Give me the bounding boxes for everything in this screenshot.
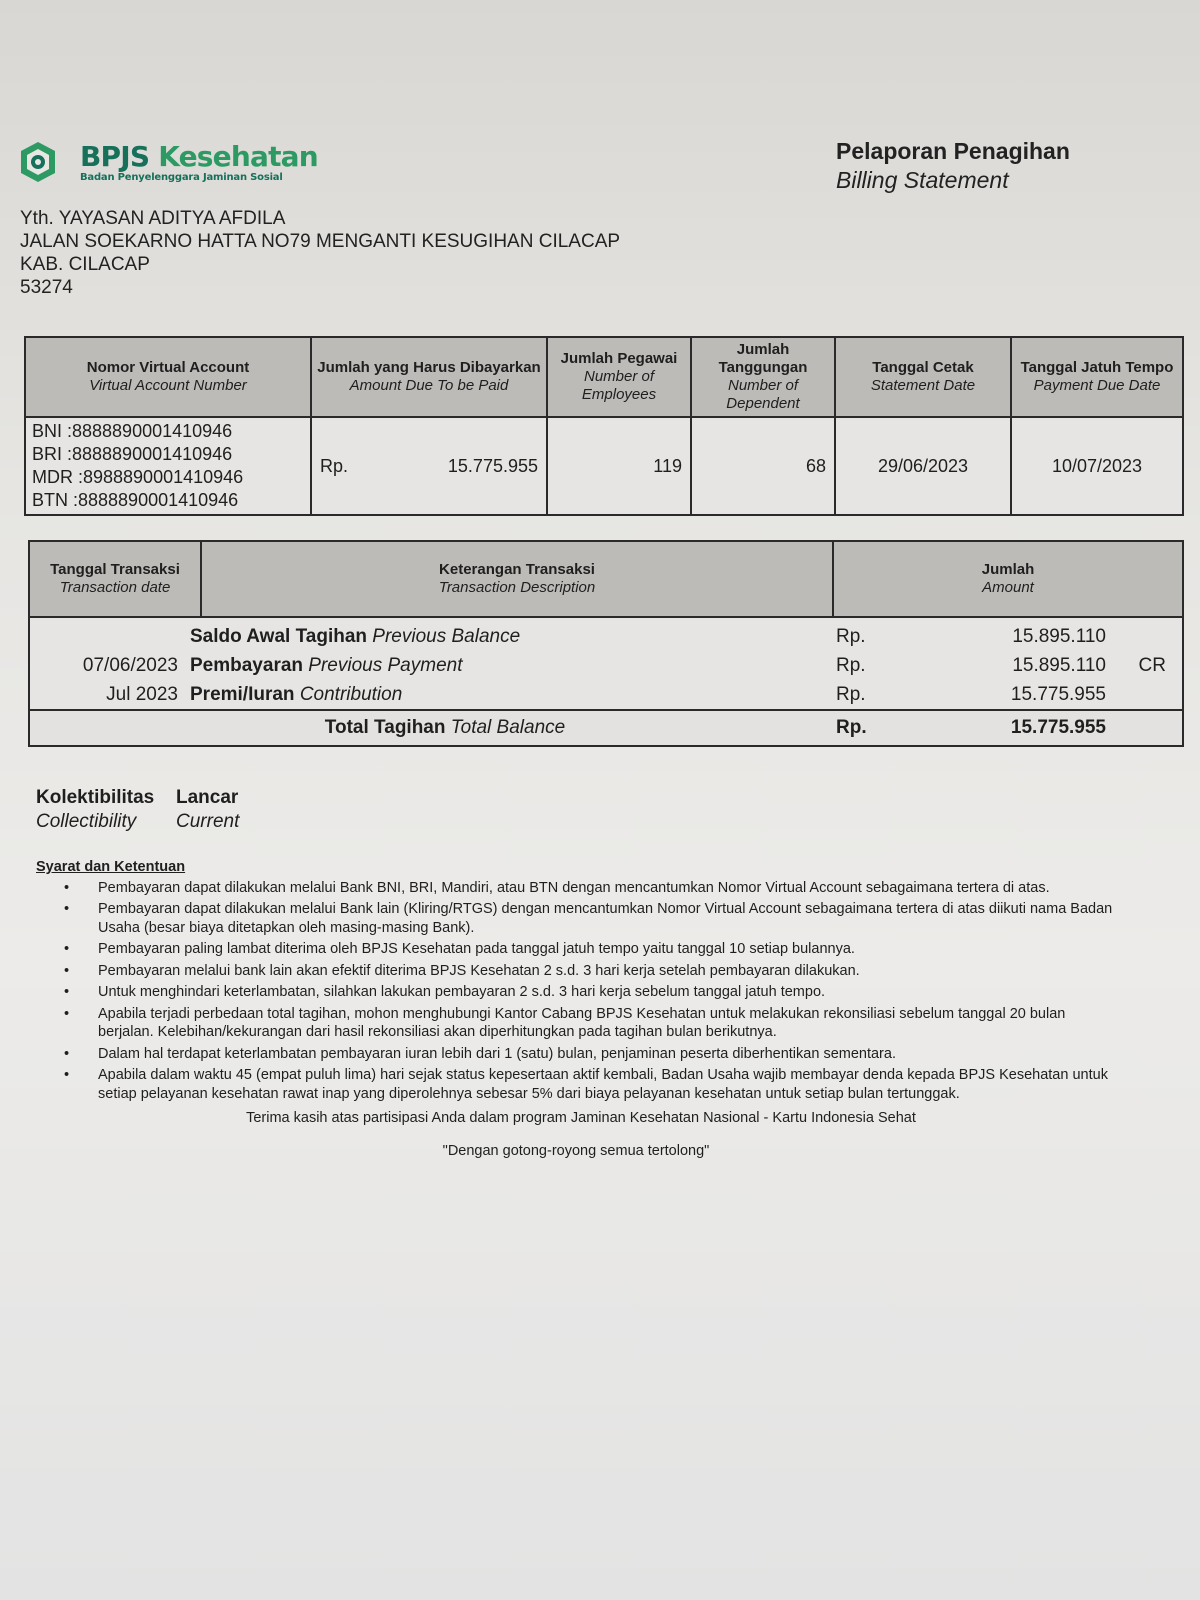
va-bri: BRI :8888890001410946 — [32, 444, 233, 464]
amount-currency: Rp. — [320, 455, 349, 476]
tx-desc-en: Previous Payment — [308, 654, 463, 676]
brand-name-2: Kesehatan — [158, 139, 318, 173]
due-date-header — [1011, 337, 1183, 417]
list-item: • Untuk menghindari keterlambatan, silahkan lakukan pembayaran 2 s.d. 3 hari kerja sebelum tanggal jatuh tempo. — [36, 983, 1116, 1002]
employees-header-id: Jumlah Pegawai — [560, 350, 678, 367]
tx-date-header — [30, 542, 202, 616]
transaction-table — [28, 540, 1184, 747]
collectibility-label-en: Collectibility — [36, 811, 137, 832]
collectibility-label-id: Kolektibilitas — [36, 787, 155, 808]
title-en: Billing Statement — [836, 167, 1009, 193]
terms-title: Syarat dan Ketentuan — [36, 859, 186, 875]
tx-desc-header — [202, 542, 834, 616]
tx-amount-header-id: Jumlah — [981, 561, 1035, 578]
address-line-4: 53274 — [20, 277, 73, 298]
tx-currency: Rp. — [836, 654, 866, 676]
table-row — [30, 622, 1182, 651]
document-title — [836, 138, 1070, 194]
statement-date-header — [835, 337, 1011, 417]
tx-date: Jul 2023 — [106, 683, 178, 705]
tx-description — [190, 626, 820, 648]
tx-value: 15.895.110 — [1012, 625, 1106, 647]
total-label-en: Total Balance — [450, 717, 566, 738]
address-line-2: JALAN SOEKARNO HATTA NO79 MENGANTI KESUGIHAN CILACAP — [20, 231, 621, 252]
tx-value: 15.895.110 — [1012, 654, 1106, 676]
bpjs-logo — [16, 140, 318, 184]
dependents-header — [691, 337, 835, 417]
due-date-value: 10/07/2023 — [1011, 417, 1183, 515]
collectibility-value-en: Current — [176, 811, 240, 832]
table-row — [30, 651, 1182, 680]
list-item: • Pembayaran melalui bank lain akan efektif diterima BPJS Kesehatan 2 s.d. 3 hari kerja setelah pembayaran dilakukan. — [36, 962, 1116, 981]
va-header — [25, 337, 311, 417]
amount-header — [311, 337, 547, 417]
employees-value: 119 — [547, 417, 691, 515]
tx-date: 07/06/2023 — [82, 654, 178, 676]
list-item: • Pembayaran dapat dilakukan melalui Bank lain (Kliring/RTGS) dengan mencantumkan Nomor Virtual Account sebagaimana tertera di atas diikuti nama Badan Usaha (besar biaya ditetapkan oleh masing-masing Bank). — [36, 900, 1116, 937]
motto: "Dengan gotong-royong semua tertolong" — [442, 1142, 710, 1159]
statement-header-en: Statement Date — [870, 377, 976, 394]
va-btn: BTN :8888890001410946 — [32, 490, 239, 510]
list-item: • Pembayaran paling lambat diterima oleh BPJS Kesehatan pada tanggal jatuh tempo yaitu tanggal 10 setiap bulannya. — [36, 940, 1116, 959]
va-header-id: Nomor Virtual Account — [86, 359, 250, 376]
summary-table — [24, 336, 1184, 516]
terms-and-conditions — [36, 858, 1116, 1160]
collectibility — [36, 786, 239, 834]
amount-due-value: 15.775.955 — [447, 455, 538, 476]
title-id: Pelaporan Penagihan — [836, 138, 1070, 164]
employees-header — [547, 337, 691, 417]
va-bni: BNI :8888890001410946 — [32, 421, 233, 441]
collectibility-en-row — [36, 810, 239, 834]
list-item: • Apabila dalam waktu 45 (empat puluh lima) hari sejak status kepesertaan aktif kembali, Badan Usaha wajib membayar denda kepada BPJS Kesehatan untuk setiap pelayanan kesehatan rawat inap yang diperolehnya sebesar 5% dari biaya pelayanan kesehatan untuk setiap bulan tertunggak. — [36, 1066, 1116, 1103]
tx-currency: Rp. — [836, 683, 866, 705]
address-line-1: Yth. YAYASAN ADITYA AFDILA — [20, 208, 286, 229]
tx-value: 15.775.955 — [1010, 683, 1106, 705]
collectibility-value-id: Lancar — [176, 787, 239, 808]
tx-currency: Rp. — [836, 625, 866, 647]
total-label — [30, 717, 820, 739]
va-header-en: Virtual Account Number — [89, 377, 247, 394]
recipient-address — [20, 207, 620, 299]
tx-description — [190, 655, 820, 677]
tx-desc-en: Previous Balance — [372, 625, 521, 647]
brand-name — [80, 139, 318, 173]
total-label-id: Total Tagihan — [324, 717, 446, 738]
list-item: • Pembayaran dapat dilakukan melalui Bank BNI, BRI, Mandiri, atau BTN dengan mencantumkan Nomor Virtual Account sebagaimana tertera di atas. — [36, 879, 1116, 898]
dependents-header-id: Jumlah Tanggungan — [718, 341, 808, 376]
bpjs-emblem-icon — [16, 140, 60, 184]
tx-flag: CR — [1138, 654, 1166, 676]
tx-date-header-en: Transaction date — [59, 579, 171, 596]
employees-header-en: Number of Employees — [581, 368, 657, 403]
address-line-3: KAB. CILACAP — [20, 254, 150, 275]
dependents-header-en: Number of Dependent — [726, 377, 800, 412]
transaction-header-row — [28, 540, 1184, 618]
brand-tagline: Badan Penyelenggara Jaminan Sosial — [80, 171, 283, 183]
amount-header-en: Amount Due To be Paid — [349, 377, 509, 394]
brand-name-1: BPJS — [80, 139, 150, 173]
virtual-account-list — [25, 417, 311, 515]
terms-list — [36, 879, 1116, 1104]
due-header-en: Payment Due Date — [1033, 377, 1161, 394]
tx-desc-id: Premi/Iuran — [190, 683, 295, 705]
summary-value-row — [25, 417, 1183, 515]
total-currency: Rp. — [836, 717, 867, 738]
collectibility-id-row — [36, 786, 239, 810]
list-item: • Apabila terjadi perbedaan total tagihan, mohon menghubungi Kantor Cabang BPJS Kesehatan untuk melakukan rekonsiliasi sebelum tanggal 20 bulan berjalan. Kelebihan/kekurangan dari hasil rekonsiliasi akan diperhitungkan pada tagihan bulan berikutnya. — [36, 1005, 1116, 1042]
statement-date-value: 29/06/2023 — [835, 417, 1011, 515]
tx-desc-id: Pembayaran — [190, 654, 304, 676]
thank-you-note: Terima kasih atas partisipasi Anda dalam program Jaminan Kesehatan Nasional - Kartu Indonesia Sehat — [246, 1110, 916, 1126]
total-value: 15.775.955 — [1010, 717, 1106, 738]
table-row — [30, 680, 1182, 709]
total-balance-row — [28, 709, 1184, 747]
tx-date-header-id: Tanggal Transaksi — [50, 561, 180, 578]
tx-description — [190, 684, 820, 706]
summary-header-row — [25, 337, 1183, 417]
amount-due-cell — [311, 417, 547, 515]
amount-header-id: Jumlah yang Harus Dibayarkan — [317, 359, 541, 376]
va-mdr: MDR :8988890001410946 — [32, 467, 244, 487]
statement-header-id: Tanggal Cetak — [872, 359, 974, 376]
logo-text — [80, 139, 318, 183]
list-item: • Dalam hal terdapat keterlambatan pembayaran iuran lebih dari 1 (satu) bulan, penjaminan peserta diberhentikan sementara. — [36, 1045, 1116, 1064]
transaction-body — [28, 618, 1184, 709]
dependents-value: 68 — [691, 417, 835, 515]
due-header-id: Tanggal Jatuh Tempo — [1020, 359, 1174, 376]
tx-amount-header — [834, 542, 1182, 616]
tx-desc-id: Saldo Awal Tagihan — [190, 625, 368, 647]
tx-desc-header-id: Keterangan Transaksi — [439, 561, 595, 578]
tx-desc-header-en: Transaction Description — [438, 579, 596, 596]
tx-amount-header-en: Amount — [982, 579, 1034, 596]
tx-desc-en: Contribution — [299, 683, 403, 705]
